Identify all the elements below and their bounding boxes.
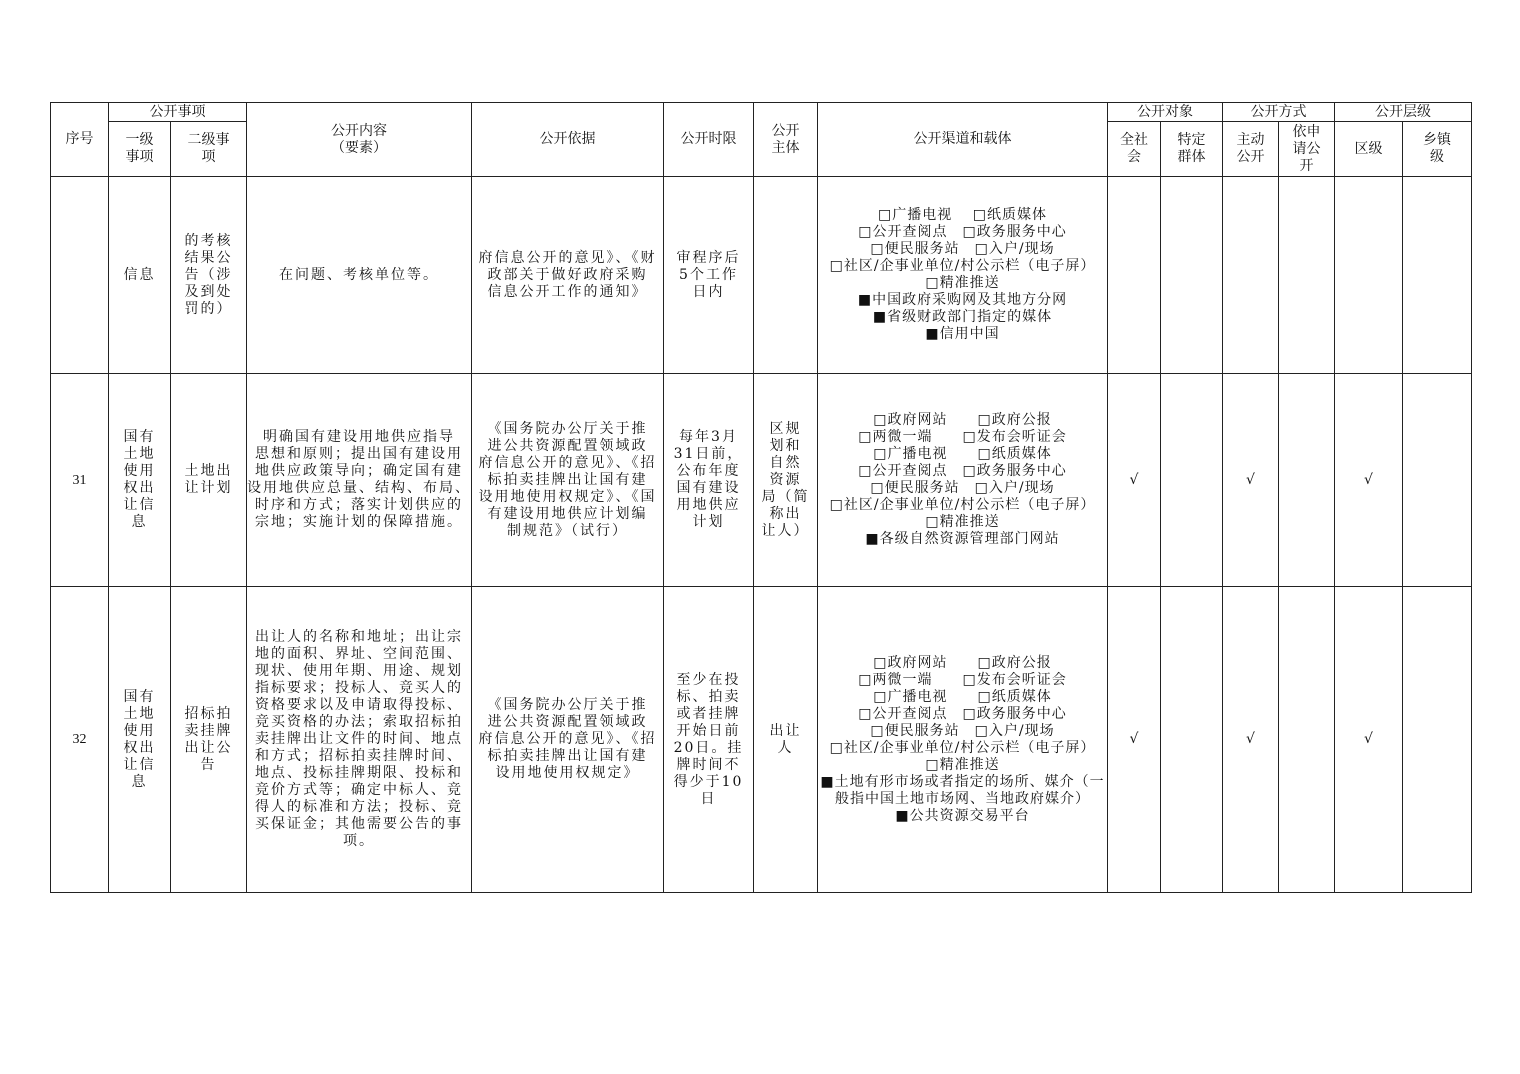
cell-method-request (1279, 587, 1335, 893)
header-method-group: 公开方式 (1223, 103, 1335, 122)
cell-seq (51, 177, 109, 374)
cell-seq: 32 (51, 587, 109, 893)
cell-level2: 的考核 结果公 告（涉 及到处 罚的） (171, 177, 247, 374)
cell-time-limit: 每年3月 31日前， 公布年度 国有建设 用地供应 计划 (664, 374, 754, 587)
header-level-group: 公开层级 (1335, 103, 1472, 122)
cell-audience-all (1108, 177, 1161, 374)
cell-level1: 信息 (109, 177, 171, 374)
disclosure-table (50, 102, 1472, 893)
header-level-township: 乡镇 级 (1403, 122, 1472, 177)
header-subject: 公开 主体 (754, 103, 818, 177)
cell-channels: □政府网站 □政府公报 □两微一端 □发布会听证会 □广播电视 □纸质媒体 □公开查阅点 □政务服务中心 □便民服务站 □入户/现场 □社区/企事业单位/村公示栏（电子屏） □精准推送 ■土地有形市场或者指定的场所、媒介（一般指中国土地市场网、当地政府媒介） ■公共资源交易平台 (818, 587, 1108, 893)
cell-level-township (1403, 177, 1472, 374)
cell-basis: 《国务院办公厅关于推 进公共资源配置领域政 府信息公开的意见》、《招 标拍卖挂牌出让国有建 设用地使用权规定》 (472, 587, 664, 893)
header-seq: 序号 (51, 103, 109, 177)
header-level1: 一级 事项 (109, 122, 171, 177)
cell-basis: 《国务院办公厅关于推 进公共资源配置领域政 府信息公开的意见》、《招 标拍卖挂牌出让国有建 设用地使用权规定》、《国 有建设用地供应计划编 制规范》（试行） (472, 374, 664, 587)
cell-subject (754, 177, 818, 374)
cell-method-active: √ (1223, 587, 1279, 893)
cell-basis: 府信息公开的意见》、《财 政部关于做好政府采购 信息公开工作的通知》 (472, 177, 664, 374)
cell-subject: 出让 人 (754, 587, 818, 893)
cell-audience-specific (1161, 177, 1223, 374)
cell-time-limit: 审程序后 5个工作 日内 (664, 177, 754, 374)
header-time-limit: 公开时限 (664, 103, 754, 177)
header-matter-group: 公开事项 (109, 103, 247, 122)
cell-level-township (1403, 374, 1472, 587)
header-audience-group: 公开对象 (1108, 103, 1223, 122)
cell-content: 在问题、考核单位等。 (247, 177, 472, 374)
header-level2: 二级事 项 (171, 122, 247, 177)
cell-level-township (1403, 587, 1472, 893)
table-row (51, 587, 1472, 893)
cell-audience-all: √ (1108, 587, 1161, 893)
cell-channels: □广播电视 □纸质媒体 □公开查阅点 □政务服务中心 □便民服务站 □入户/现场 □社区/企事业单位/村公示栏（电子屏） □精准推送 ■中国政府采购网及其地方分网 ■省级财政部门指定的媒体 ■信用中国 (818, 177, 1108, 374)
cell-subject: 区规 划和 自然 资源 局（简 称出 让人） (754, 374, 818, 587)
cell-audience-all: √ (1108, 374, 1161, 587)
cell-seq: 31 (51, 374, 109, 587)
cell-audience-specific (1161, 587, 1223, 893)
cell-level1: 国有 土地 使用 权出 让信 息 (109, 374, 171, 587)
header-audience-specific: 特定 群体 (1161, 122, 1223, 177)
header-content: 公开内容 （要素） (247, 103, 472, 177)
cell-time-limit: 至少在投 标、拍卖 或者挂牌 开始日前 20日。挂 牌时间不 得少于10 日 (664, 587, 754, 893)
cell-level-district: √ (1335, 587, 1403, 893)
cell-audience-specific (1161, 374, 1223, 587)
cell-level1: 国有 土地 使用 权出 让信 息 (109, 587, 171, 893)
cell-method-request (1279, 374, 1335, 587)
cell-level2: 招标拍 卖挂牌 出让公 告 (171, 587, 247, 893)
header-audience-all: 全社 会 (1108, 122, 1161, 177)
cell-level2: 土地出 让计划 (171, 374, 247, 587)
cell-method-request (1279, 177, 1335, 374)
header-channels: 公开渠道和载体 (818, 103, 1108, 177)
header-basis: 公开依据 (472, 103, 664, 177)
cell-method-active (1223, 177, 1279, 374)
header-method-request: 依申 请公 开 (1279, 122, 1335, 177)
cell-channels: □政府网站 □政府公报 □两微一端 □发布会听证会 □广播电视 □纸质媒体 □公开查阅点 □政务服务中心 □便民服务站 □入户/现场 □社区/企事业单位/村公示栏（电子屏） □精准推送 ■各级自然资源管理部门网站 (818, 374, 1108, 587)
table-row (51, 374, 1472, 587)
cell-level-district: √ (1335, 374, 1403, 587)
cell-method-active: √ (1223, 374, 1279, 587)
table-row (51, 177, 1472, 374)
cell-level-district (1335, 177, 1403, 374)
cell-content: 明确国有建设用地供应指导 思想和原则；提出国有建设用 地供应政策导向；确定国有建 设用地供应总量、结构、布局、 时序和方式；落实计划供应的 宗地；实施计划的保障措施。 (247, 374, 472, 587)
header-method-active: 主动 公开 (1223, 122, 1279, 177)
cell-content: 出让人的名称和地址；出让宗 地的面积、界址、空间范围、 现状、使用年期、用途、规划 指标要求；投标人、竞买人的 资格要求以及申请取得投标、 竞买资格的办法；索取招标拍 卖挂牌出让文件的时间、地点 和方式；招标拍卖挂牌时间、 地点、投标挂牌期限、投标和 竞价方式等；确定中标人、竞 得人的标准和方法；投标、竞 买保证金；其他需要公告的事 项。 (247, 587, 472, 893)
header-level-district: 区级 (1335, 122, 1403, 177)
